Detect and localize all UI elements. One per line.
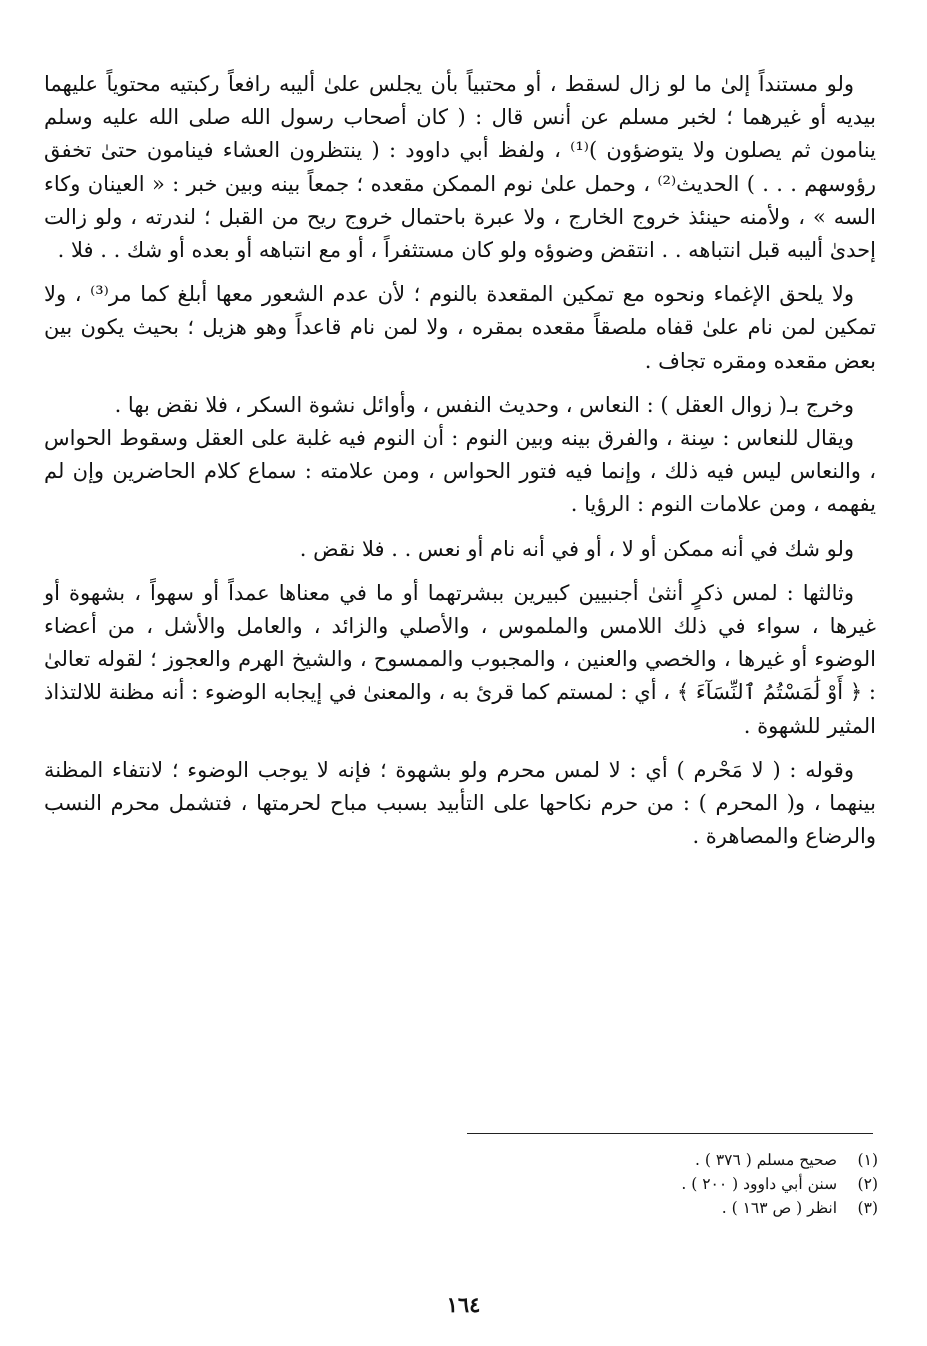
footnote-number: (٢) — [857, 1175, 878, 1193]
paragraph-2: ولا يلحق الإغماء ونحوه مع تمكين المقعدة بالنوم ؛ لأن عدم الشعور معها أبلغ كما مر⁽³⁾ ، ولا تمكين لمن نام علىٰ قفاه ملصقاً مقعده بمقره ، ولا لمن نام قاعداً وهو هزيل ؛ بحيث يكون بين بعض مقعده ومقره تجاف . — [44, 282, 876, 373]
footnote-2 — [450, 1172, 878, 1196]
paragraph-4: ويقال للنعاس : سِنة ، والفرق بينه وبين النوم : أن النوم فيه غلبة على العقل وسقوط الحواس ، والنعاس ليس فيه ذلك ، وإنما فيه فتور الحواس ، ومن علامته : سماع كلام الحاضرين وإن لم يفهمه ، ومن علامات النوم : الرؤيا . — [44, 426, 876, 517]
page-number: ١٦٤ — [446, 1292, 481, 1317]
footnote-divider — [467, 1133, 873, 1134]
footnote-3 — [450, 1196, 878, 1220]
footnote-1 — [450, 1148, 878, 1172]
paragraph-1: ولو مستنداً إلىٰ ما لو زال لسقط ، أو محتبياً بأن يجلس علىٰ أليبه رافعاً ركبتيه محتوياً عليهما بيديه أو غيرهما ؛ لخبر مسلم عن أنس قال : ( كان أصحاب رسول الله صلى الله عليه وسلم ينامون ثم يصلون ولا يتوضؤون )⁽¹⁾ ، ولفظ أبي داوود : ( ينتظرون العشاء فينامون حتىٰ تخفق رؤوسهم . . . ) الحديث⁽²⁾ ، وحمل علىٰ نوم الممكن مقعده ؛ جمعاً بينه وبين خبر : « العينان وكاء السه » ، ولأمنه حينئذ خروج الخارج ، ولا عبرة باحتمال خروج ريح من القبل ؛ لندرته ، ولو زالت إحدىٰ أليبه قبل انتباهه . . انتقض وضوؤه ولو كان مستثفراً ، أو مع انتباهه أو بعده أو شك . . فلا . — [44, 72, 876, 263]
main-text — [44, 68, 876, 853]
paragraph-5: ولو شك في أنه ممكن أو لا ، أو في أنه نام أو نعس . . فلا نقض . — [299, 536, 854, 561]
footnote-text: انظر ( ص ١٦٣ ) . — [721, 1199, 838, 1217]
footnote-text: صحيح مسلم ( ٣٧٦ ) . — [694, 1151, 838, 1169]
footnote-number: (١) — [857, 1151, 878, 1169]
footnote-text: سنن أبي داوود ( ٢٠٠ ) . — [681, 1175, 838, 1193]
paragraph-6: وثالثها : لمس ذكرٍ أنثىٰ أجنبيين كبيرين ببشرتهما أو ما في معناها عمداً أو سهواً ، بشهوة أو غيرها ، سواء في ذلك اللامس والملموس ، والأصلي والزائد ، والعامل والأشل ، من أعضاء الوضوء أو غيرها ، والخصي والعنين ، والمجبوب والممسوح ، والشيخ الهرم والعجوز ؛ لقوله تعالىٰ : ﴿ أَوْ لَٰمَسْتُمُ ٱلنِّسَآءَ ﴾ ، أي : لمستم كما قرئ به ، والمعنىٰ في إيجابه الوضوء : أنه مظنة للالتذاذ المثير للشهوة . — [44, 580, 876, 738]
footnotes — [450, 1148, 878, 1220]
paragraph-7: وقوله : ( لا مَحْرم ) أي : لا لمس محرم ولو بشهوة ؛ فإنه لا يوجب الوضوء ؛ لانتفاء المظنة بينهما ، و( المحرم ) : من حرم نكاحها على التأبيد بسبب مباح لحرمتها ، فتشمل محرم النسب والرضاع والمصاهرة . — [44, 757, 876, 849]
paragraph-3: وخرج بـ( زوال العقل ) : النعاس ، وحديث النفس ، وأوائل نشوة السكر ، فلا نقض بها . — [114, 392, 854, 417]
footnote-number: (٣) — [857, 1199, 878, 1217]
